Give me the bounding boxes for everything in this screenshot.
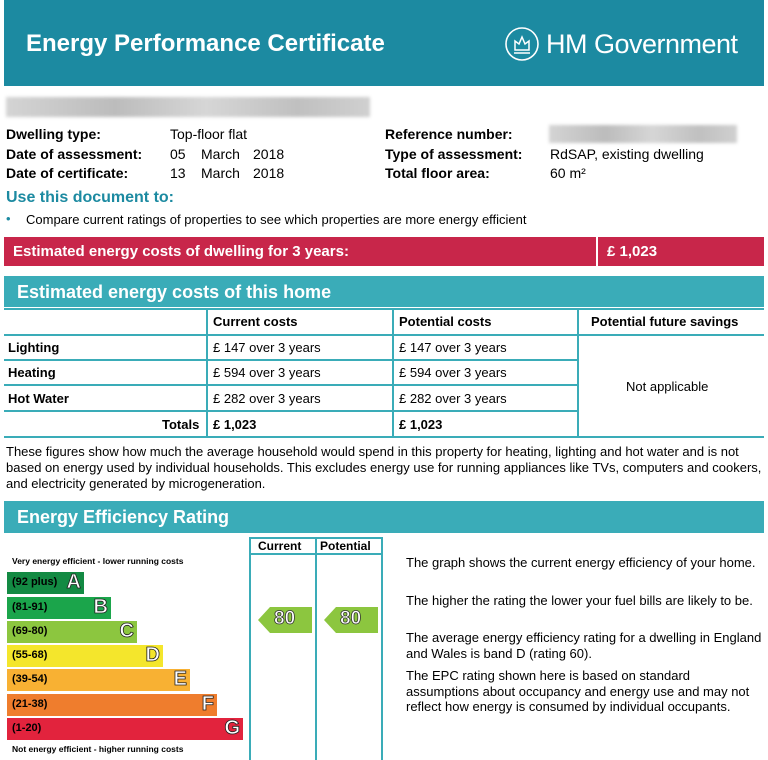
three-year-cost-label: Estimated energy costs of dwelling for 3 years:: [13, 243, 349, 260]
band-d: [7, 645, 163, 667]
header-banner: [4, 0, 764, 86]
certificate-date-day: 13: [170, 165, 186, 181]
band-letter: A: [66, 571, 81, 593]
heating-current-cost: £ 594 over 3 years: [213, 365, 321, 380]
band-range: (69-80): [12, 625, 48, 637]
potential-savings-header: Potential future savings: [591, 314, 739, 329]
totals-current-cost: £ 1,023: [213, 417, 257, 432]
costs-section-title: Estimated energy costs of this home: [4, 276, 764, 307]
band-f: [7, 694, 217, 716]
totals-potential-cost: £ 1,023: [399, 417, 443, 432]
current-costs-header: Current costs: [213, 314, 298, 329]
band-letter: G: [224, 717, 240, 739]
rating-frame: [249, 537, 251, 760]
band-letter: C: [119, 620, 134, 642]
hot-water-current-cost: £ 282 over 3 years: [213, 391, 321, 406]
use-document-title: Use this document to:: [6, 189, 175, 206]
efficiency-section-title: Energy Efficiency Rating: [4, 501, 764, 533]
assessment-date-month: March: [201, 146, 240, 162]
rating-explanation-1: The graph shows the current energy efficiency of your home.: [406, 555, 756, 570]
assessment-date-label: Date of assessment:: [6, 146, 143, 162]
current-column-header: Current: [258, 539, 302, 553]
redacted-reference-number: [549, 125, 737, 143]
band-a: [7, 572, 84, 594]
royal-crest-icon: [504, 26, 540, 62]
rating-explanation-3: The average energy efficiency rating for a dwelling in England and Wales is band D (rating 60).: [406, 630, 762, 661]
floor-area-value: 60 m²: [550, 165, 586, 181]
band-letter: F: [201, 693, 214, 715]
table-rule: [206, 308, 208, 438]
row-label-lighting: Lighting: [8, 340, 60, 355]
rating-explanation-4: The EPC rating shown here is based on standard assumptions about occupancy and energy use and may not reflect how energy is consumed by individual occupants.: [406, 668, 750, 714]
dwelling-type-value: Top-floor flat: [170, 126, 248, 142]
band-range: (55-68): [12, 649, 48, 661]
lighting-current-cost: £ 147 over 3 years: [213, 340, 321, 355]
hot-water-potential-cost: £ 282 over 3 years: [399, 391, 507, 406]
assessment-type-value: RdSAP, existing dwelling: [550, 146, 704, 162]
assessment-type-label: Type of assessment:: [385, 146, 523, 162]
rating-explanation-2: The higher the rating the lower your fuel bills are likely to be.: [406, 593, 753, 608]
band-g: [7, 718, 243, 740]
inefficient-caption: Not energy efficient - higher running costs: [12, 744, 184, 754]
potential-savings-value: Not applicable: [626, 379, 709, 394]
three-year-cost-value: £ 1,023: [607, 243, 658, 260]
efficient-caption: Very energy efficient - lower running costs: [12, 556, 184, 566]
potential-column-header: Potential: [320, 539, 371, 553]
rating-frame: [315, 537, 317, 760]
band-range: (39-54): [12, 673, 48, 685]
potential-costs-header: Potential costs: [399, 314, 492, 329]
lighting-potential-cost: £ 147 over 3 years: [399, 340, 507, 355]
potential-rating-value: 80: [340, 608, 362, 629]
divider: [596, 237, 598, 266]
table-rule: [577, 308, 579, 438]
band-range: (81-91): [12, 601, 48, 613]
row-label-hot-water: Hot Water: [8, 391, 69, 406]
band-letter: D: [145, 644, 160, 666]
band-b: [7, 597, 111, 619]
rating-frame: [381, 537, 383, 760]
row-label-heating: Heating: [8, 365, 56, 380]
current-rating-value: 80: [274, 608, 296, 629]
table-rule: [392, 308, 394, 438]
three-year-cost-bar: [4, 237, 764, 266]
potential-rating-arrow: [324, 607, 378, 633]
band-range: (21-38): [12, 698, 48, 710]
assessment-date-day: 05: [170, 146, 186, 162]
band-e: [7, 669, 190, 691]
table-rule: [4, 359, 578, 361]
hm-government-logo: [504, 24, 738, 64]
hm-government-text: HM Government: [546, 28, 738, 59]
floor-area-label: Total floor area:: [385, 165, 490, 181]
totals-label: Totals: [162, 417, 200, 432]
table-rule: [4, 308, 764, 310]
assessment-date-year: 2018: [253, 146, 285, 162]
table-rule: [4, 436, 764, 438]
bullet-icon: •: [6, 211, 11, 226]
rating-frame: [249, 553, 383, 555]
reference-number-label: Reference number:: [385, 126, 513, 142]
band-c: [7, 621, 137, 643]
page-title: Energy Performance Certificate: [26, 30, 385, 57]
certificate-date-month: March: [201, 165, 240, 181]
band-range: (92 plus): [12, 576, 58, 588]
heating-potential-cost: £ 594 over 3 years: [399, 365, 507, 380]
band-letter: E: [173, 668, 187, 690]
table-rule: [4, 384, 578, 386]
certificate-date-year: 2018: [253, 165, 285, 181]
redacted-address: [6, 97, 370, 117]
use-document-bullet: Compare current ratings of properties to see which properties are more energy efficient: [26, 212, 527, 227]
costs-note: These figures show how much the average household would spend in this property for heating, lighting and hot water and is not based on energy used by individual households. This excludes energy use for running appliances like TVs, computers and cookers, and electricity generated by microgeneration.: [6, 444, 762, 491]
current-rating-arrow: [258, 607, 312, 633]
certificate-date-label: Date of certificate:: [6, 165, 129, 181]
dwelling-type-label: Dwelling type:: [6, 126, 101, 142]
table-rule: [4, 334, 764, 336]
table-rule: [4, 410, 578, 412]
band-letter: B: [93, 596, 108, 618]
band-range: (1-20): [12, 722, 42, 734]
